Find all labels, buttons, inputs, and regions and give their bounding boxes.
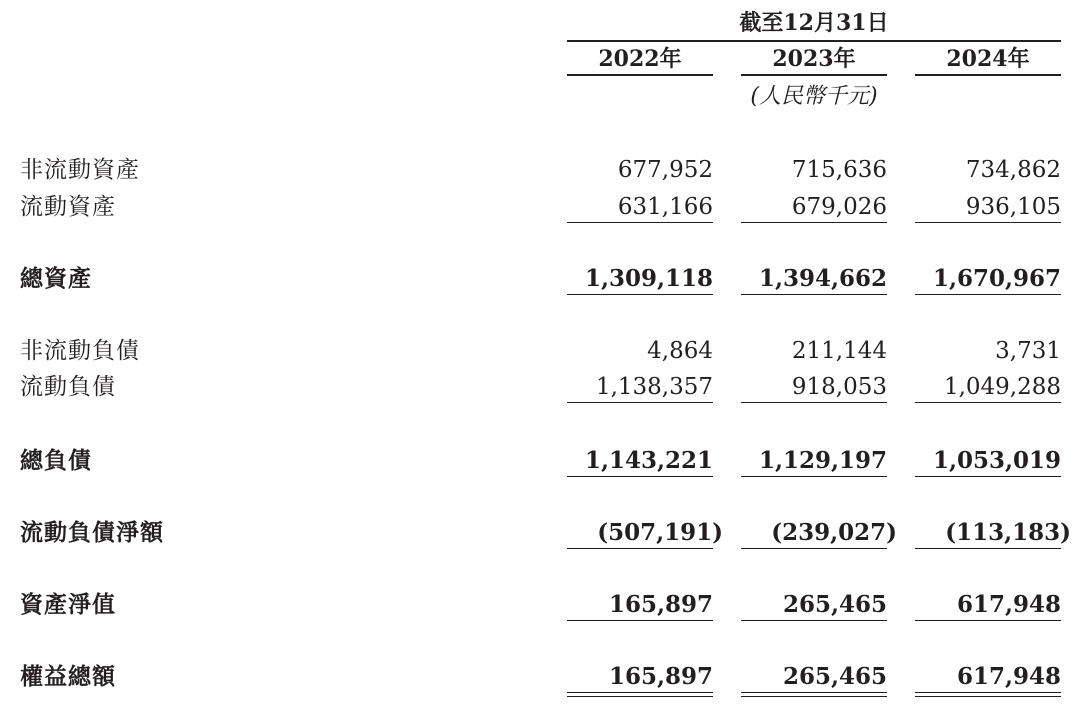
period-header: 截至12月31日 — [739, 10, 889, 36]
table-cell: 1,309,118 — [584, 265, 713, 292]
table-cell: 3,731 — [995, 338, 1061, 364]
column-header-rule — [741, 74, 887, 76]
table-cell: 1,143,221 — [584, 447, 713, 474]
row-label-total-liabilities: 總負債 — [20, 447, 92, 474]
row-label-total-equity: 權益總額 — [20, 663, 116, 690]
table-cell: 1,138,357 — [595, 374, 713, 400]
table-cell: 1,049,288 — [943, 374, 1061, 400]
double-total-rule — [567, 692, 713, 697]
table-cell: 211,144 — [791, 338, 887, 364]
unit-label: (人民幣千元) — [750, 84, 878, 109]
row-label-current-liabilities: 流動負債 — [20, 374, 116, 400]
table-cell: 679,026 — [791, 194, 887, 220]
total-rule — [915, 620, 1061, 621]
subtotal-rule — [567, 222, 713, 223]
period-header-rule — [567, 40, 1061, 42]
table-cell: 4,864 — [647, 338, 713, 364]
table-cell: 265,465 — [782, 591, 887, 618]
total-rule — [915, 548, 1061, 549]
total-rule — [915, 476, 1061, 477]
column-header-rule — [915, 74, 1061, 76]
table-cell: 677,952 — [617, 157, 713, 183]
table-cell: 1,053,019 — [932, 447, 1061, 474]
table-cell: 918,053 — [791, 374, 887, 400]
column-header-2023: 2023年 — [772, 46, 856, 72]
total-rule — [567, 476, 713, 477]
row-label-current-assets: 流動資產 — [20, 194, 116, 220]
total-rule — [567, 294, 713, 295]
total-rule — [567, 548, 713, 549]
subtotal-rule — [915, 222, 1061, 223]
total-rule — [741, 476, 887, 477]
table-cell: 631,166 — [617, 194, 713, 220]
subtotal-rule — [741, 222, 887, 223]
table-cell: (507,191) — [597, 519, 723, 546]
table-cell: 165,897 — [608, 663, 713, 690]
total-rule — [567, 620, 713, 621]
table-cell: 265,465 — [782, 663, 887, 690]
table-cell: 734,862 — [965, 157, 1061, 183]
table-cell: 1,129,197 — [758, 447, 887, 474]
table-cell: 715,636 — [791, 157, 887, 183]
column-header-2024: 2024年 — [946, 46, 1030, 72]
table-cell: (239,027) — [771, 519, 897, 546]
table-cell: 1,670,967 — [932, 265, 1061, 292]
row-label-total-assets: 總資產 — [20, 265, 92, 292]
column-header-2022: 2022年 — [598, 46, 682, 72]
subtotal-rule — [567, 402, 713, 403]
row-label-net-assets: 資產淨值 — [20, 591, 116, 618]
subtotal-rule — [915, 402, 1061, 403]
table-cell: 1,394,662 — [758, 265, 887, 292]
table-cell: 617,948 — [956, 663, 1061, 690]
column-header-rule — [567, 74, 713, 76]
total-rule — [741, 294, 887, 295]
total-rule — [915, 294, 1061, 295]
total-rule — [741, 620, 887, 621]
row-label-non-current-liabilities: 非流動負債 — [20, 338, 140, 364]
double-total-rule — [741, 692, 887, 697]
table-cell: 165,897 — [608, 591, 713, 618]
row-label-non-current-assets: 非流動資產 — [20, 157, 140, 183]
double-total-rule — [915, 692, 1061, 697]
total-rule — [741, 548, 887, 549]
table-cell: 936,105 — [965, 194, 1061, 220]
row-label-net-current-liabilities: 流動負債淨額 — [20, 519, 164, 546]
subtotal-rule — [741, 402, 887, 403]
table-cell: 617,948 — [956, 591, 1061, 618]
table-cell: (113,183) — [945, 519, 1071, 546]
